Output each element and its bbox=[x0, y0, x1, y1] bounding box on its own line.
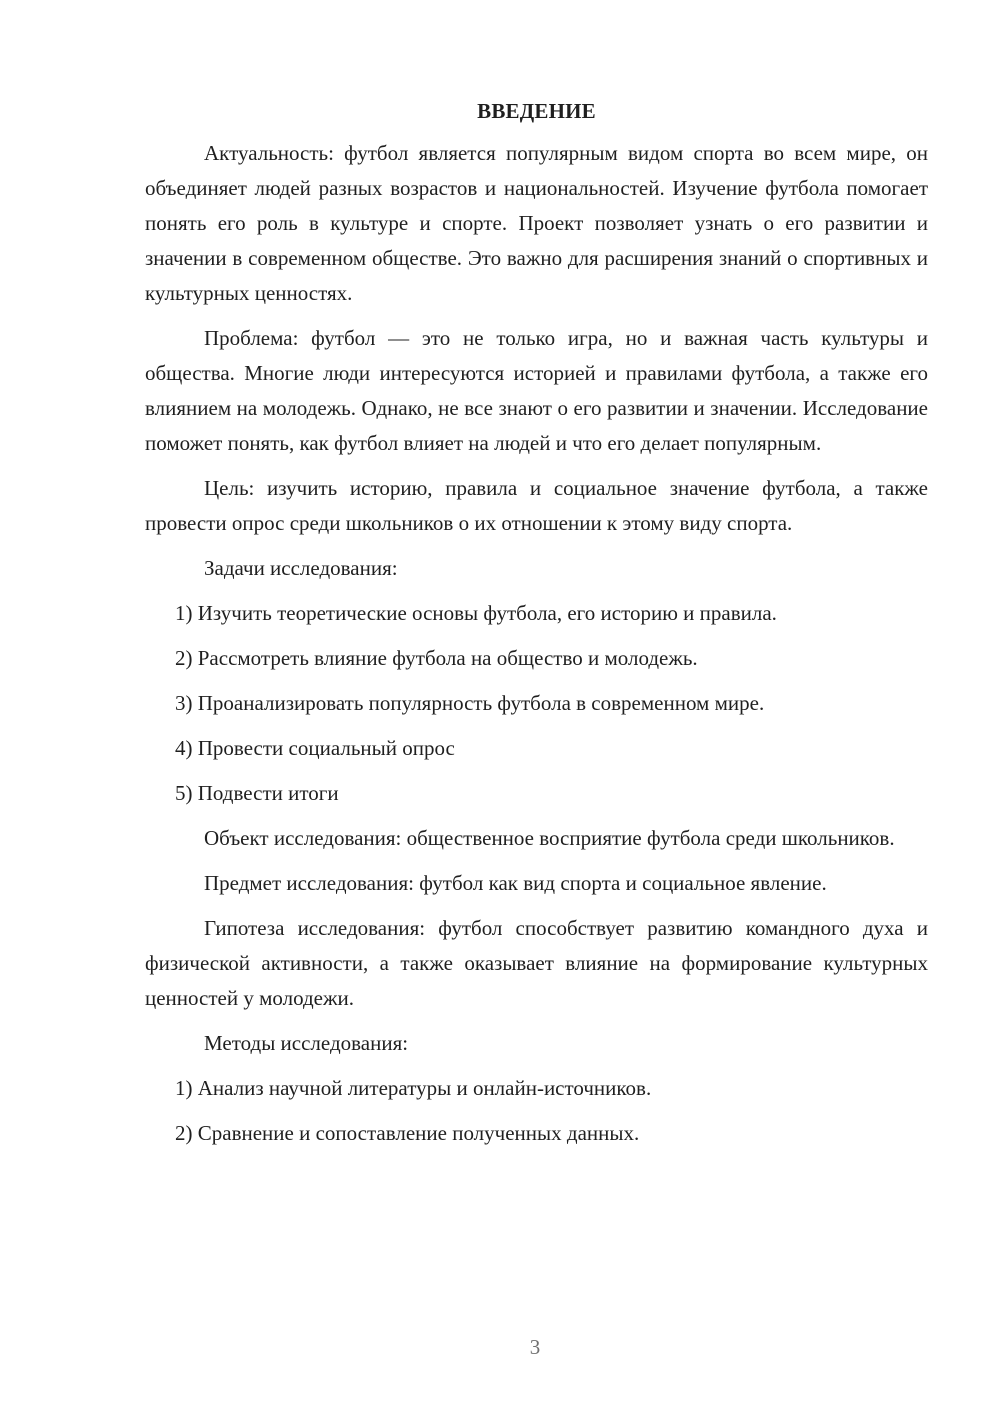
list-item: 1) Изучить теоретические основы футбола, его историю и правила. bbox=[175, 601, 777, 625]
tasks-list bbox=[145, 596, 928, 811]
methods-heading: Методы исследования: bbox=[204, 1031, 409, 1055]
list-item: 5) Подвести итоги bbox=[175, 781, 339, 805]
paragraph-relevance: Актуальность: футбол является популярным видом спорта во всем мире, он объединяет людей разных возрастов и национальностей. Изучение футбола помогает понять его роль в культуре и спорте. Проект позволяет узнать о его развитии и значении в современном обществе. Это важно для расширения знаний о спортивных и культурных ценностях. bbox=[145, 141, 928, 305]
tasks-heading: Задачи исследования: bbox=[204, 556, 398, 580]
paragraph-hypothesis: Гипотеза исследования: футбол способствует развитию командного духа и физической активности, а также оказывает влияние на формирование культурных ценностей у молодежи. bbox=[145, 916, 928, 1010]
list-item: 4) Провести социальный опрос bbox=[175, 736, 455, 760]
page-number: 3 bbox=[529, 1335, 541, 1359]
document-page bbox=[145, 96, 928, 1161]
paragraph-subject: Предмет исследования: футбол как вид спорта и социальное явление. bbox=[204, 871, 827, 895]
list-item: 3) Проанализировать популярность футбола в современном мире. bbox=[175, 691, 765, 715]
paragraph-goal: Цель: изучить историю, правила и социальное значение футбола, а также провести опрос среди школьников о их отношении к этому виду спорта. bbox=[145, 476, 928, 535]
list-item: 2) Рассмотреть влияние футбола на общество и молодежь. bbox=[175, 646, 698, 670]
paragraph-object: Объект исследования: общественное восприятие футбола среди школьников. bbox=[204, 826, 895, 850]
page-title: ВВЕДЕНИЕ bbox=[477, 99, 596, 123]
list-item: 1) Анализ научной литературы и онлайн-источников. bbox=[175, 1076, 652, 1100]
paragraph-problem: Проблема: футбол — это не только игра, но и важная часть культуры и общества. Многие люди интересуются историей и правилами футбола, а также его влиянием на молодежь. Однако, не все знают о его развитии и значении. Исследование поможет понять, как футбол влияет на людей и что его делает популярным. bbox=[145, 326, 928, 455]
methods-list bbox=[145, 1071, 928, 1151]
list-item: 2) Сравнение и сопоставление полученных данных. bbox=[175, 1121, 640, 1145]
